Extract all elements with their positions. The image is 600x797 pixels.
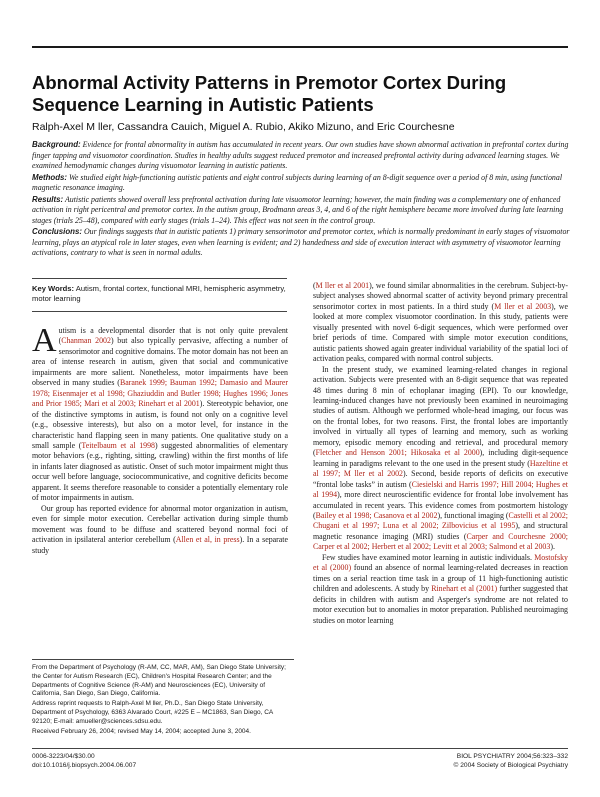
citation-link[interactable]: Castelli et al 2002; Chugani et al 1997; Luna et al 2002; Zilbovicius et al 1995 (313, 510, 568, 531)
affiliation-from: From the Department of Psychology (R-AM, CC, MAR, AM), San Diego State University; the Center for Autism Research (EC), Children's Hospital Research Center; and the Departments of Cognitive Science (R-AM) and Neurosciences (EC), University of California, San Diego, San Diego, California. (32, 664, 286, 698)
drop-cap: A (32, 322, 57, 359)
citation-link[interactable]: M ller et al 2001 (315, 281, 370, 290)
citation-link[interactable]: Baranek 1999; Bauman 1992; Damasio and Maurer 1978; Eisenmajer et al 1998; Ghaziuddin and Butler 1998; Hughes 1996; Jones and Prior 1985; Mari et al 2003; Rinehart et al 2001 (32, 378, 289, 409)
journal-citation: BIOL PSYCHIATRY 2004;56:323–332 (456, 753, 568, 760)
citation-link[interactable]: Teitelbaum et al 1998 (81, 440, 155, 450)
affiliation-received: Received February 26, 2004; revised May 14, 2004; accepted June 3, 2004. (32, 727, 251, 735)
body-paragraph: Few studies have examined motor learning in autistic individuals. Mostofsky et al (2000) found an absence of normal learning-related decreases in reaction times on a serial reaction time task in a group of 11 high-functioning autistic children and adolescents. A study by Rinehart et al (2001) further suggested that deficits in children with autism and Asperger's syndrome are not related to motor execution but to anomalies in motor preparation. Published neuroimaging studies on motor learning (313, 552, 568, 625)
copyright: © 2004 Society of Biological Psychiatry (453, 762, 568, 769)
abstract-results-label: Results: (32, 194, 64, 204)
article-title: Abnormal Activity Patterns in Premotor Cortex During Sequence Learning in Autistic Patients (32, 72, 507, 115)
body-paragraph: Our group has reported evidence for abnormal motor organization in autism, even for simple motor execution. Cerebellar activation during simple thumb movement was found to be diffuse and scattered beyond normal foci of activation in ipsilateral anterior cerebellum (Allen et al, in press). In a separate study (32, 503, 288, 555)
abstract-methods (32, 173, 570, 194)
body-left-column (32, 322, 289, 556)
abstract-conclusions-label: Conclusions: (32, 227, 82, 236)
body-paragraph: (M ller et al 2001), we found similar abnormalities in the cerebrum. Subject-by-subject analyses showed abnormal scatter of activity beyond primary precentral sensorimotor cortex in most patients. In a third study (M ller et al 2003), we looked at more complex visuomotor coordination. In this study, patients were visually presented with novel 6-digit sequences, which were performed over brief periods of time. Compared with simple motor execution conditions, autistic patients showed again greater individual variability of the spatial loci of activation peaks, compared with normal control subjects. (313, 281, 569, 364)
body-right-column (313, 281, 568, 626)
abstract-methods-text: We studied eight high-functioning autistic patients and eight control subjects during learning of an 8-digit sequence over a period of 8 min, using functional magnetic resonance imaging. (32, 172, 563, 192)
doi: doi:10.1016/j.biopsych.2004.06.007 (32, 762, 137, 769)
citation-link[interactable]: Carper and Courchesne 2000; Carper et al 2002; Herbert et al 2002; Levitt et al 2003; Salmond et al 2003 (313, 531, 568, 552)
top-rule (32, 46, 568, 48)
keywords-text: Autism, frontal cortex, functional MRI, hemispheric asymmetry, motor learning (32, 284, 286, 303)
keywords-top-rule (32, 278, 287, 279)
abstract (32, 140, 570, 260)
footer-left (32, 752, 282, 770)
abstract-background-text: Evidence for frontal abnormality in autism has accumulated in recent years. Our own studies have shown abnormal activation in prefrontal cortex during finger tapping and visuomotor coordination. Studies in healthy adults suggest reduced premotor and increased prefrontal activity during advanced learning stages. We examined hemodynamic changes during visuomotor learning in autistic patients. (32, 140, 569, 170)
affiliation-rule (32, 659, 294, 660)
abstract-background (32, 140, 570, 172)
intro-paragraph: Autism is a developmental disorder that is not only quite prevalent (Chanman 2002) but also typically pervasive, affecting a number of sensorimotor and cognitive domains. The motor domain has not been an area of intense research in autism, given that social and communicative impairments are more salient. Nonetheless, motor impairments have been observed in many studies (Baranek 1999; Bauman 1992; Damasio and Maurer 1978; Eisenmajer et al 1998; Ghaziuddin and Butler 1998; Hughes 1996; Jones and Prior 1985; Mari et al 2003; Rinehart et al 2001). Stereotypic behavior, one of the distinctive symptoms in autism, is found not only on a cognitive level (e.g., obsessive interests), but also on a motor level, for instance in the characteristic hand flapping seen in many patients. One qualitative study on a small sample (Teitelbaum et al 1998) suggested abnormalities of elementary motor behaviors (e.g., righting, sitting, crawling) within the first months of life in infants later diagnosed as autistic. Onset of such motor impairment might thus occur well before language, sociocommunicative, and cognitive deficits become apparent. It seems therefore reasonable to consider a potentially elementary role of motor impairments in autism. (32, 322, 289, 503)
keywords-label: Key Words: (32, 284, 75, 293)
citation-link[interactable]: Hazeltine et al 1997; M ller et al 2002 (313, 458, 568, 479)
affiliations (32, 664, 294, 737)
citation-link[interactable]: Mostofsky et al (2000) (313, 552, 568, 573)
abstract-methods-label: Methods: (32, 172, 68, 182)
issn: 0006-3223/04/$30.00 (32, 753, 95, 760)
footer-rule (32, 748, 568, 749)
citation-link[interactable]: M ller et al 2003 (494, 301, 552, 311)
abstract-background-label: Background: (32, 140, 81, 149)
abstract-results-text: Autistic patients showed overall less prefrontal activation during late visuomotor learning; however, the main finding was a complementary one of enhanced activation in right pericentral and premotor cortex. In the autism group, Brodmann areas 3, 4, and 6 of the right hemisphere became more involved during late learning stages (trials 25–48), compared with early stages (trials 1–24). This effect was not seen in the control group. (32, 194, 564, 225)
citation-link[interactable]: Rinehart et al (2001) (431, 584, 498, 594)
citation-link[interactable]: Chanman 2002 (61, 336, 111, 346)
footer-right (318, 752, 568, 770)
citation-link[interactable]: Fletcher and Henson 2001; Hikosaka et al 2000 (315, 448, 480, 458)
body-paragraph: In the present study, we examined learning-related changes in regional activation. Subjects were presented with an 8-digit sequence that was repeated 48 times during 8 min of echoplanar imaging (EPI). To our knowledge, learning-induced changes have not previously been examined in neuroimaging studies of autism. Although we performed whole-head imaging, our focus was on the frontal lobes, for two reasons. First, the frontal lobes are importantly involved in virtually all types of learning and memory, such as working memory, episodic memory encoding and retrieval, and procedural memory (Fletcher and Henson 2001; Hikosaka et al 2000), including digit-sequence learning in paradigms relevant to the one used in the present study (Hazeltine et al 1997; M ller et al 2002). Second, beside reports of deficits on executive “frontal lobe tasks” in autism (Ciesielski and Harris 1997; Hill 2004; Hughes et al 1994), more direct neuroscientific evidence for frontal lobe involvement has accumulated in recent years. This evidence comes from postmortem histology (Bailey et al 1998; Casanova et al 2002), functional imaging (Castelli et al 2002; Chugani et al 1997; Luna et al 2002; Zilbovicius et al 1995), and structural magnetic resonance imaging (MRI) studies (Carper and Courchesne 2000; Carper et al 2002; Herbert et al 2002; Levitt et al 2003; Salmond et al 2003). (313, 364, 569, 552)
abstract-conclusions-text: Our findings suggests that in autistic patients 1) primary sensorimotor and premotor cortex, which is normally predominant in early stages of visuomotor learning, plays an atypical role in later stages, even when learning is evident; and 2) handedness and side of execution interact with asymmetry of visuomotor learning activations, contrary to what is seen in normal adults. (32, 227, 570, 257)
keywords-bottom-rule (32, 311, 287, 312)
citation-link[interactable]: Bailey et al 1998; Casanova et al 2002 (315, 510, 438, 520)
abstract-results (32, 195, 570, 227)
affiliation-address: Address reprint requests to Ralph-Axel M ller, Ph.D., San Diego State University, Department of Psychology, 6363 Alvarado Court, #225 E – MC1863, San Diego, CA 92120; E-mail: amueller@sciences.sdsu.edu. (32, 700, 273, 725)
citation-link[interactable]: Allen et al, in press (175, 535, 240, 545)
citation-link[interactable]: Ciesielski and Harris 1997; Hill 2004; Hughes et al 1994 (313, 479, 568, 500)
keywords (32, 284, 287, 304)
article-authors: Ralph-Axel M ller, Cassandra Cauich, Miguel A. Rubio, Akiko Mizuno, and Eric Courchesne (32, 121, 455, 133)
abstract-conclusions (32, 227, 570, 259)
